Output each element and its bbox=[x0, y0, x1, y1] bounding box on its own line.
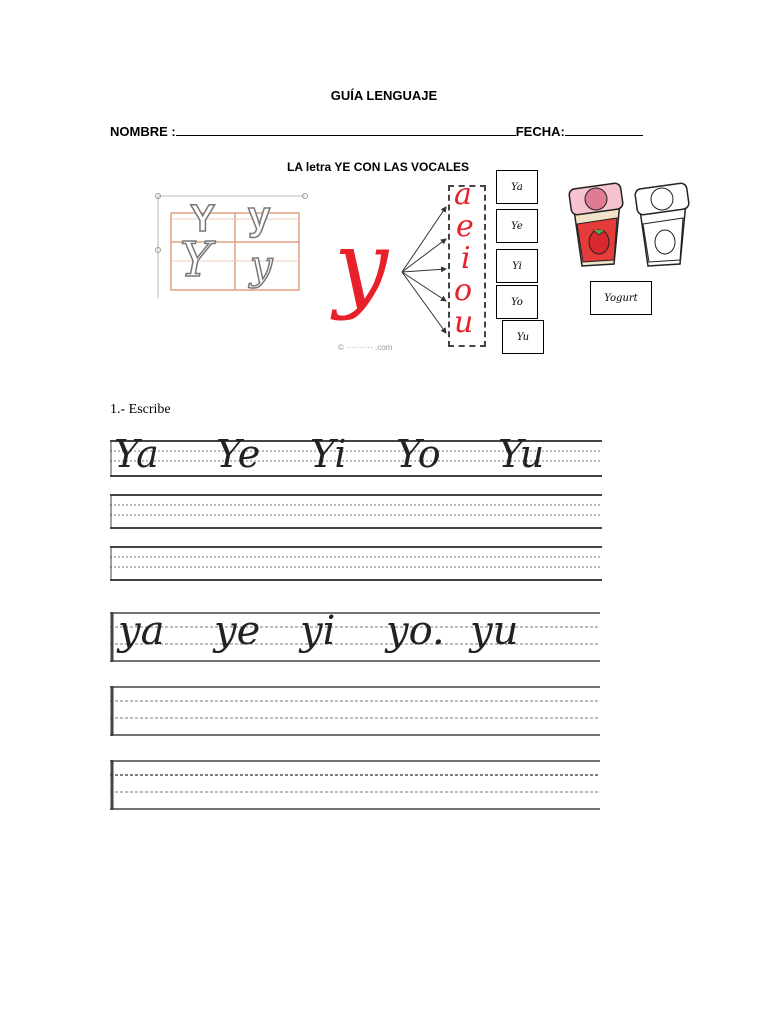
model-syllable-Ya: Ya bbox=[114, 432, 159, 476]
letter-grid-illustration bbox=[150, 186, 310, 302]
date-field[interactable] bbox=[565, 123, 643, 136]
exercise-instruction: 1.- Escribe bbox=[110, 402, 171, 417]
syllable-card-yu: Yu bbox=[502, 320, 544, 354]
practice-lines-3[interactable] bbox=[110, 546, 602, 582]
name-label: NOMBRE : bbox=[110, 124, 176, 139]
vowel-i: i bbox=[461, 241, 471, 276]
vowel-column bbox=[448, 177, 486, 347]
page-title: GUÍA LENGUAJE bbox=[330, 88, 438, 103]
model-syllable-ye: ye bbox=[214, 608, 261, 654]
ruled-lines-4 bbox=[110, 612, 600, 664]
section-subtitle: LA letra YE CON LAS VOCALES bbox=[287, 160, 470, 174]
practice-lines-2[interactable] bbox=[110, 494, 602, 530]
name-field[interactable] bbox=[176, 123, 516, 136]
watermark: © ·········· .com bbox=[338, 343, 393, 352]
model-syllable-Ye: Ye bbox=[216, 432, 261, 476]
print-upper-letter: Y bbox=[190, 198, 216, 240]
practice-lines-5[interactable] bbox=[110, 686, 600, 738]
model-syllable-Yo: Yo bbox=[396, 432, 441, 476]
model-syllable-yi: yi bbox=[300, 608, 336, 654]
cursive-upper-letter: Y bbox=[180, 232, 212, 288]
practice-lines-6[interactable] bbox=[110, 760, 600, 812]
model-syllable-yo: yo. bbox=[386, 608, 445, 654]
syllable-card-yo: Yo bbox=[496, 285, 538, 319]
vowel-u: u bbox=[454, 305, 474, 340]
date-label: FECHA: bbox=[515, 124, 565, 139]
syllable-card-yi: Yi bbox=[496, 249, 538, 283]
yogurt-label-card: Yogurt bbox=[590, 281, 652, 315]
print-lower-letter: y bbox=[248, 194, 271, 238]
name-date-line bbox=[110, 123, 643, 139]
cursive-lower-letter: y bbox=[250, 243, 273, 289]
big-cursive-y: y bbox=[334, 210, 389, 322]
vowel-o: o bbox=[454, 273, 473, 308]
model-syllable-Yu: Yu bbox=[498, 432, 545, 476]
model-syllable-ya: ya bbox=[118, 608, 165, 654]
syllable-card-ya: Ya bbox=[496, 170, 538, 204]
vowel-e: e bbox=[456, 209, 474, 244]
vowel-a: a bbox=[454, 177, 472, 212]
syllable-card-ye: Ye bbox=[496, 209, 538, 243]
yogurt-cups-illustration bbox=[568, 180, 693, 270]
model-syllable-yu: yu bbox=[470, 608, 519, 654]
model-syllable-Yi: Yi bbox=[310, 432, 347, 476]
